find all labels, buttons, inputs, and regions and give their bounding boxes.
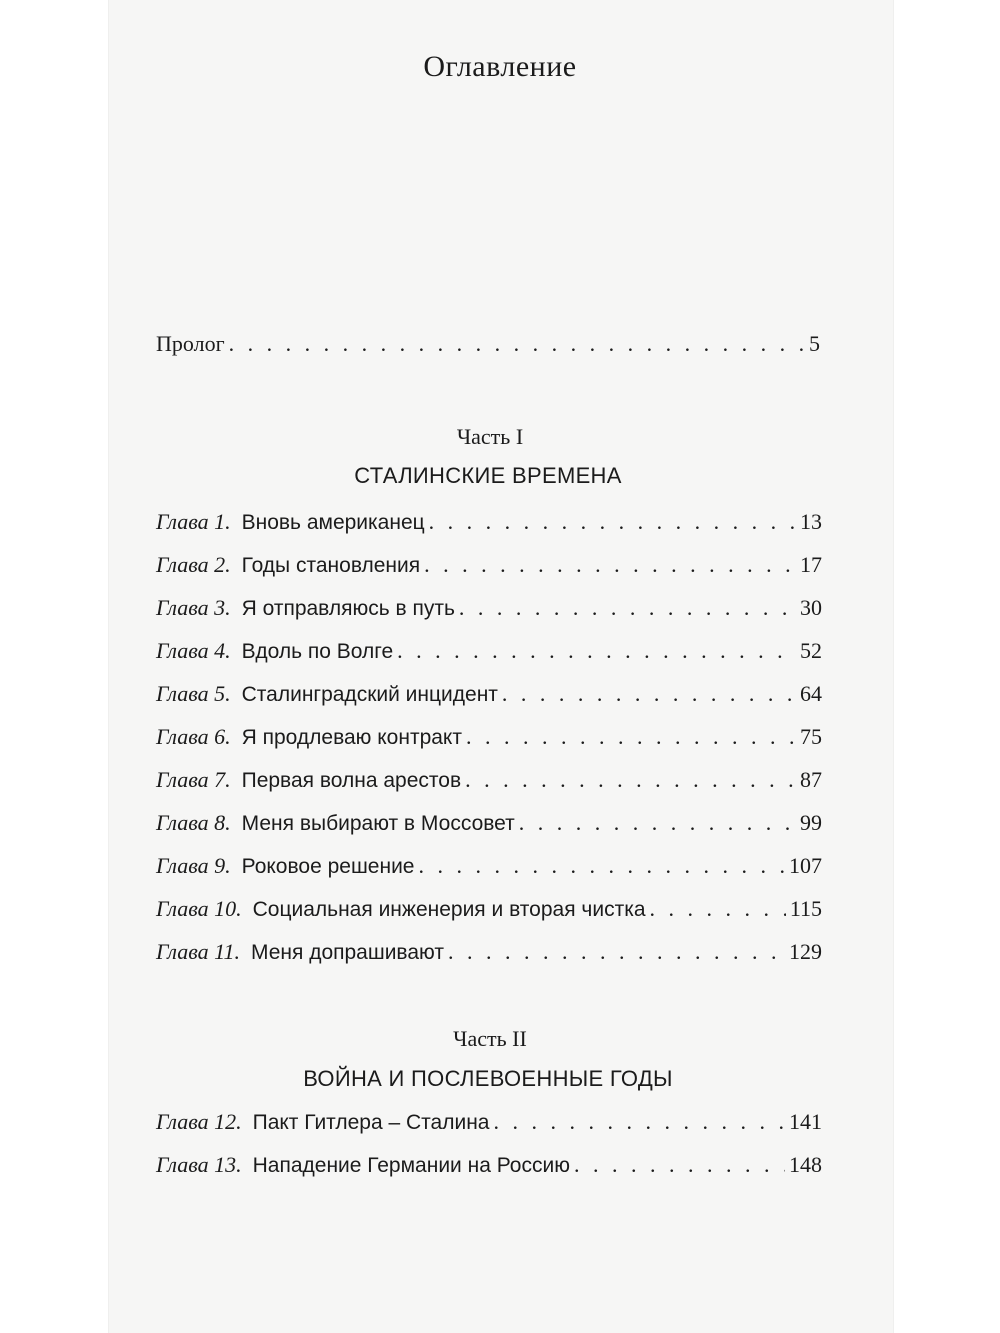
dot-leader [397,637,796,665]
dot-leader [493,1108,785,1136]
chapter-label: Глава 6. [156,724,231,749]
chapter-title: Меня допрашивают [250,941,444,964]
dot-leader [650,895,786,923]
chapter-page-number: 148 [789,1152,822,1177]
chapter-title: Роковое решение [241,855,415,878]
chapter-title: Вдоль по Волге [241,640,394,663]
chapter-label: Глава 8. [156,810,231,835]
chapter-title: Вновь американец [241,511,425,534]
chapter-page-number: 30 [800,595,822,620]
part-1-number: Часть I [456,424,524,449]
chapter-page-number: 64 [800,681,822,706]
dot-leader [459,594,796,622]
dot-leader [519,809,796,837]
dot-leader [429,508,796,536]
dot-leader [448,938,785,966]
chapter-label: Глава 13. [156,1152,242,1177]
chapter-page-number: 17 [800,552,822,577]
chapter-page-number: 141 [789,1109,822,1134]
chapter-label: Глава 10. [156,896,242,921]
chapter-label: Глава 11. [156,939,240,964]
dot-leader [466,723,796,751]
chapter-label: Глава 9. [156,853,231,878]
page-title: Оглавление [423,50,577,83]
dot-leader [418,852,785,880]
toc-entry [156,551,822,594]
dot-leader [502,680,796,708]
part-2-chapter-list [156,1108,822,1194]
part-1-chapter-list [156,508,822,981]
chapter-page-number: 107 [789,853,822,878]
dot-leader [465,766,796,794]
toc-entry [156,723,822,766]
chapter-page-number: 87 [800,767,822,792]
toc-entry [156,680,822,723]
chapter-title: Нападение Германии на Россию [252,1154,570,1177]
toc-entry-prolog [156,331,820,357]
dot-leader [229,331,805,357]
chapter-label: Глава 1. [156,509,231,534]
chapter-label: Глава 2. [156,552,231,577]
chapter-title: Я отправляюсь в путь [241,597,455,620]
toc-entry [156,594,822,637]
toc-entry [156,1108,822,1151]
part-2-title: ВОЙНА И ПОСЛЕВОЕННЫЕ ГОДЫ [303,1066,673,1091]
chapter-title: Пакт Гитлера – Сталина [252,1111,490,1134]
chapter-page-number: 129 [789,939,822,964]
chapter-title: Я продлеваю контракт [241,726,462,749]
chapter-label: Глава 3. [156,595,231,620]
chapter-title: Меня выбирают в Моссовет [241,812,515,835]
chapter-label: Глава 5. [156,681,231,706]
prolog-page-number: 5 [809,331,820,356]
prolog-label: Пролог [156,331,225,356]
toc-entry [156,508,822,551]
toc-entry [156,852,822,895]
chapter-label: Глава 12. [156,1109,242,1134]
chapter-title: Первая волна арестов [241,769,462,792]
toc-entry [156,1151,822,1194]
chapter-page-number: 115 [789,896,822,921]
toc-entry [156,895,822,938]
toc-entry [156,637,822,680]
dot-leader [574,1151,785,1179]
chapter-page-number: 99 [800,810,822,835]
toc-entry [156,938,822,981]
part-2-number: Часть II [453,1026,527,1051]
chapter-label: Глава 7. [156,767,231,792]
chapter-label: Глава 4. [156,638,231,663]
part-1-title: СТАЛИНСКИЕ ВРЕМЕНА [354,463,622,488]
toc-entry [156,766,822,809]
toc-entry [156,809,822,852]
chapter-page-number: 52 [800,638,822,663]
chapter-title: Годы становления [241,554,421,577]
chapter-title: Социальная инженерия и вторая чистка [252,898,646,921]
dot-leader [424,551,796,579]
chapter-page-number: 13 [800,509,822,534]
chapter-title: Сталинградский инцидент [241,683,498,706]
chapter-page-number: 75 [800,724,822,749]
